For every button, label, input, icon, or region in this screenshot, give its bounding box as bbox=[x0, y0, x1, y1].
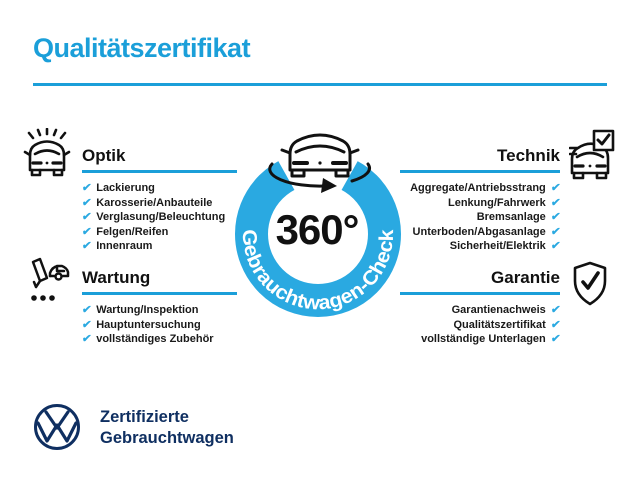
check-icon: ✔ bbox=[81, 196, 93, 209]
section-underline bbox=[400, 170, 560, 173]
check-icon: ✔ bbox=[81, 333, 93, 346]
checklist-item-label: Felgen/Reifen bbox=[96, 225, 169, 238]
checklist-item-label: Garantienachweis bbox=[451, 304, 546, 316]
check-icon: ✔ bbox=[81, 211, 93, 224]
checklist-item bbox=[400, 303, 560, 318]
checklist-item-label: vollständige Unterlagen bbox=[421, 333, 546, 346]
check-icon: ✔ bbox=[81, 304, 93, 316]
badge-degree-label: 360° bbox=[275, 206, 359, 253]
car-shine-icon bbox=[23, 128, 71, 178]
checklist-item-label: Qualitätszertifikat bbox=[453, 318, 546, 331]
checklist-item-label: Bremsanlage bbox=[476, 211, 546, 224]
checklist-item bbox=[82, 181, 242, 196]
section-underline bbox=[400, 292, 560, 295]
check-icon: ✔ bbox=[549, 318, 561, 331]
check-icon: ✔ bbox=[549, 304, 561, 316]
car-checkbox-icon bbox=[569, 128, 617, 180]
footer-brand-label bbox=[100, 407, 234, 449]
360-check-badge bbox=[210, 120, 430, 340]
section-optik bbox=[82, 146, 242, 254]
section-optik-heading: Optik bbox=[82, 146, 126, 165]
section-wartung-list bbox=[82, 303, 242, 347]
checklist-item-label: vollständiges Zubehör bbox=[96, 333, 214, 346]
check-icon: ✔ bbox=[81, 240, 93, 253]
checklist-item bbox=[82, 332, 242, 347]
section-underline bbox=[82, 170, 237, 173]
checklist-item-label: Lenkung/Fahrwerk bbox=[447, 196, 546, 209]
checklist-item bbox=[82, 239, 242, 254]
checklist-item-label: Innenraum bbox=[96, 240, 153, 253]
checklist-item bbox=[400, 318, 560, 333]
checklist-item bbox=[82, 303, 242, 318]
check-icon: ✔ bbox=[81, 182, 93, 194]
section-garantie-list bbox=[400, 303, 560, 347]
checklist-item-label: Lackierung bbox=[96, 182, 155, 194]
checklist-item-label: Sicherheit/Elektrik bbox=[449, 240, 546, 253]
checklist-item bbox=[82, 225, 242, 240]
checklist-item bbox=[400, 210, 560, 225]
section-technik-heading: Technik bbox=[497, 146, 560, 165]
check-icon: ✔ bbox=[549, 225, 561, 238]
page-title: Qualitätszertifikat bbox=[33, 33, 251, 63]
checklist-item bbox=[82, 196, 242, 211]
footer-brand-line2: Gebrauchtwagen bbox=[100, 429, 234, 447]
section-garantie bbox=[400, 268, 560, 347]
vw-logo-icon bbox=[32, 402, 82, 452]
checklist-item bbox=[400, 196, 560, 211]
section-wartung-heading: Wartung bbox=[82, 268, 151, 287]
checklist-item bbox=[400, 332, 560, 347]
checklist-item bbox=[400, 181, 560, 196]
checklist-item-label: Unterboden/Abgasanlage bbox=[412, 225, 546, 238]
checklist-item-label: Aggregate/Antriebsstrang bbox=[410, 182, 546, 194]
badge-ring-text: Gebrauchtwagen-Check bbox=[237, 228, 399, 315]
check-icon: ✔ bbox=[549, 211, 561, 224]
checklist-item-label: Karosserie/Anbauteile bbox=[96, 196, 213, 209]
check-icon: ✔ bbox=[549, 196, 561, 209]
checklist-item bbox=[400, 239, 560, 254]
title-divider bbox=[33, 83, 607, 86]
check-icon: ✔ bbox=[81, 225, 93, 238]
checklist-item-label: Hauptuntersuchung bbox=[96, 318, 201, 331]
section-technik bbox=[400, 146, 560, 254]
section-wartung bbox=[82, 268, 242, 347]
check-icon: ✔ bbox=[549, 182, 561, 194]
checklist-item bbox=[82, 318, 242, 333]
section-underline bbox=[82, 292, 237, 295]
section-technik-list bbox=[400, 181, 560, 254]
footer-brand-line1: Zertifizierte bbox=[100, 408, 189, 426]
checklist-item bbox=[82, 210, 242, 225]
section-optik-list bbox=[82, 181, 242, 254]
shield-check-icon bbox=[568, 260, 612, 308]
check-icon: ✔ bbox=[81, 318, 93, 331]
section-garantie-heading: Garantie bbox=[491, 268, 560, 287]
checklist-item bbox=[400, 225, 560, 240]
check-icon: ✔ bbox=[549, 333, 561, 346]
check-icon: ✔ bbox=[549, 240, 561, 253]
checklist-item-label: Verglasung/Beleuchtung bbox=[96, 211, 226, 224]
service-checklist-icon bbox=[24, 257, 72, 305]
checklist-item-label: Wartung/Inspektion bbox=[96, 304, 199, 316]
